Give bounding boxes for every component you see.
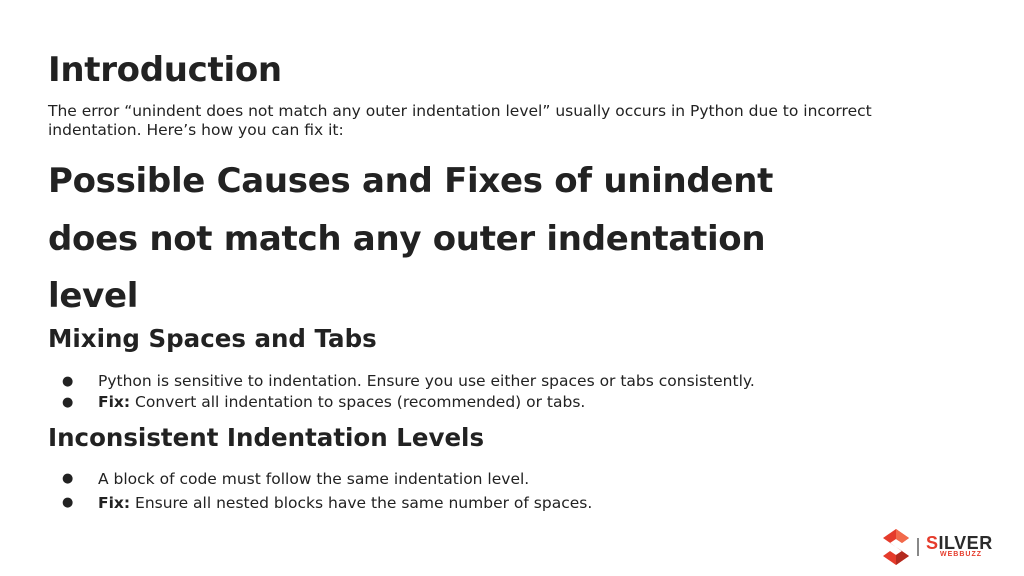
item-lead: Fix: bbox=[98, 494, 131, 512]
bullet-icon: ● bbox=[62, 471, 74, 486]
logo-subtext: WEBBUZZ bbox=[940, 551, 982, 558]
item-text: A block of code must follow the same indentation level. bbox=[98, 470, 530, 488]
item-text: Ensure all nested blocks have the same number of spaces. bbox=[130, 494, 593, 512]
logo-wordmark: SILVER bbox=[926, 533, 993, 553]
list-item bbox=[48, 371, 755, 392]
subheading-inconsistent-levels: Inconsistent Indentation Levels bbox=[48, 423, 485, 452]
list-item bbox=[48, 491, 592, 515]
section-heading: Possible Causes and Fixes of unindent does not match any outer indentation level bbox=[48, 161, 774, 316]
bullet-icon: ● bbox=[62, 395, 74, 410]
page-title: Introduction bbox=[48, 50, 282, 90]
bullet-icon: ● bbox=[62, 495, 74, 510]
list-item bbox=[48, 392, 755, 413]
item-lead: Fix: bbox=[98, 393, 131, 411]
bullet-list-mixing bbox=[48, 371, 755, 413]
intro-paragraph: The error “unindent does not match any outer indentation level” usually occurs in Python due to incorrect indentation. Here’s how you can fix it: bbox=[48, 102, 872, 139]
bullet-icon: ● bbox=[62, 374, 74, 389]
logo-divider bbox=[917, 538, 919, 556]
item-text: Convert all indentation to spaces (recommended) or tabs. bbox=[130, 393, 586, 411]
subheading-mixing-spaces-tabs: Mixing Spaces and Tabs bbox=[48, 324, 377, 353]
list-item bbox=[48, 467, 592, 491]
bullet-list-inconsistent bbox=[48, 467, 592, 515]
logo-mark-icon bbox=[882, 528, 910, 566]
silver-webbuzz-logo bbox=[882, 528, 1012, 568]
item-text: Python is sensitive to indentation. Ensure you use either spaces or tabs consistently. bbox=[98, 372, 755, 390]
